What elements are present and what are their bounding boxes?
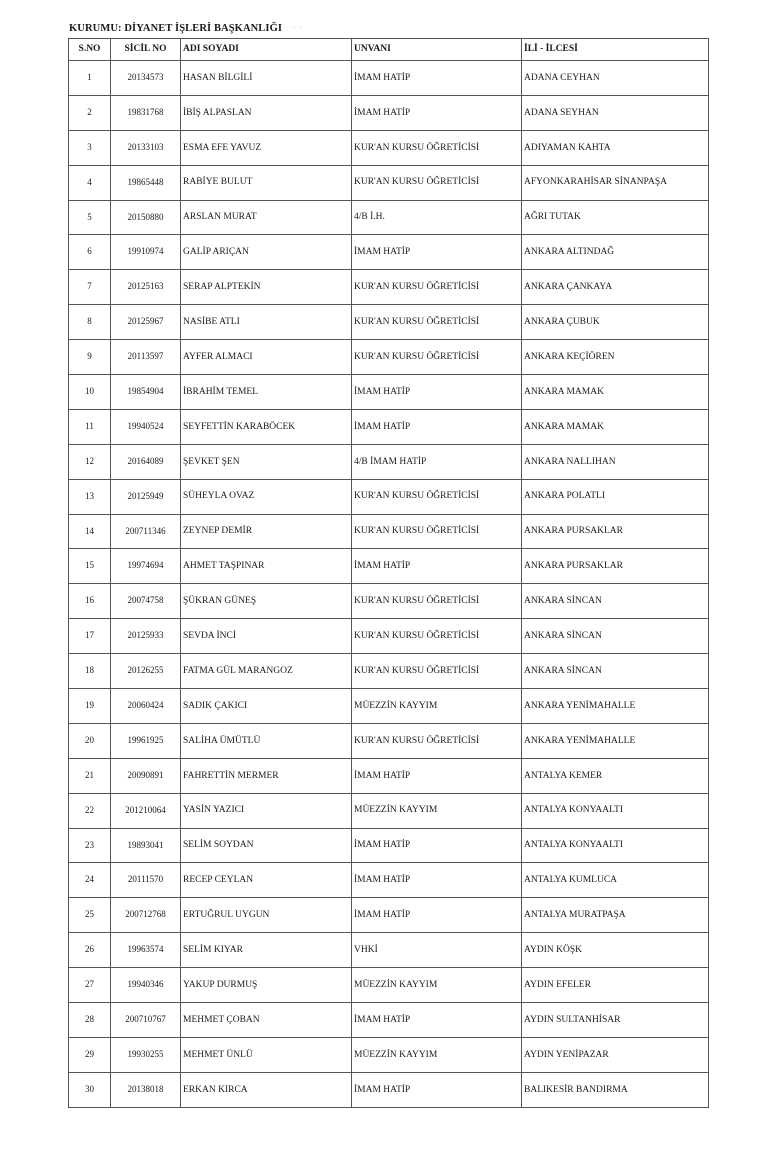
row-ili-ilcesi: ANKARA SİNCAN (522, 619, 709, 654)
row-sicil-no: 20074758 (111, 584, 181, 619)
row-sno: 16 (69, 584, 111, 619)
row-sno: 27 (69, 968, 111, 1003)
table-row (69, 654, 709, 689)
row-sicil-no: 20113597 (111, 340, 181, 375)
row-adi-soyadi: ESMA EFE YAVUZ (181, 130, 352, 165)
row-ili-ilcesi: ANKARA POLATLI (522, 479, 709, 514)
row-sicil-no: 200710767 (111, 1003, 181, 1038)
row-sno: 30 (69, 1072, 111, 1107)
column-header-sicil-no: SİCİL NO (111, 39, 181, 61)
row-sno: 14 (69, 514, 111, 549)
row-sicil-no: 19831768 (111, 95, 181, 130)
row-ili-ilcesi: ANTALYA MURATPAŞA (522, 898, 709, 933)
row-sicil-no: 20134573 (111, 61, 181, 96)
row-sicil-no: 20125933 (111, 619, 181, 654)
row-sicil-no: 20125967 (111, 305, 181, 340)
row-unvani: MÜEZZİN KAYYIM (352, 689, 522, 724)
row-adi-soyadi: AYFER ALMACI (181, 340, 352, 375)
table-row (69, 235, 709, 270)
table-row (69, 1072, 709, 1107)
table-row (69, 619, 709, 654)
row-adi-soyadi: HASAN BİLGİLİ (181, 61, 352, 96)
row-ili-ilcesi: ANKARA PURSAKLAR (522, 549, 709, 584)
row-ili-ilcesi: ANKARA ALTINDAĞ (522, 235, 709, 270)
row-sicil-no: 20126255 (111, 654, 181, 689)
table-row (69, 793, 709, 828)
row-ili-ilcesi: ANKARA KEÇİÖREN (522, 340, 709, 375)
row-unvani: MÜEZZİN KAYYIM (352, 1037, 522, 1072)
table-row (69, 200, 709, 235)
row-sno: 13 (69, 479, 111, 514)
table-header-row (69, 39, 709, 61)
row-unvani: İMAM HATİP (352, 95, 522, 130)
row-sicil-no: 19910974 (111, 235, 181, 270)
table-row (69, 444, 709, 479)
row-adi-soyadi: SELİM SOYDAN (181, 828, 352, 863)
table-row (69, 340, 709, 375)
row-sicil-no: 19974694 (111, 549, 181, 584)
row-unvani: KUR'AN KURSU ÖĞRETİCİSİ (352, 305, 522, 340)
row-sicil-no: 20133103 (111, 130, 181, 165)
row-sno: 18 (69, 654, 111, 689)
row-sno: 20 (69, 723, 111, 758)
row-sno: 23 (69, 828, 111, 863)
row-ili-ilcesi: ADIYAMAN KAHTA (522, 130, 709, 165)
row-ili-ilcesi: ANKARA YENİMAHALLE (522, 723, 709, 758)
row-sno: 6 (69, 235, 111, 270)
row-sno: 4 (69, 165, 111, 200)
row-adi-soyadi: SEVDA İNCİ (181, 619, 352, 654)
row-ili-ilcesi: ANTALYA KEMER (522, 758, 709, 793)
table-row (69, 61, 709, 96)
row-sno: 8 (69, 305, 111, 340)
row-sno: 22 (69, 793, 111, 828)
table-row (69, 270, 709, 305)
row-unvani: KUR'AN KURSU ÖĞRETİCİSİ (352, 584, 522, 619)
row-unvani: KUR'AN KURSU ÖĞRETİCİSİ (352, 619, 522, 654)
row-adi-soyadi: GALİP ARIÇAN (181, 235, 352, 270)
row-adi-soyadi: FATMA GÜL MARANGOZ (181, 654, 352, 689)
row-adi-soyadi: FAHRETTİN MERMER (181, 758, 352, 793)
row-adi-soyadi: SALİHA ÜMÜTLÜ (181, 723, 352, 758)
row-sicil-no: 20125949 (111, 479, 181, 514)
row-adi-soyadi: İBİŞ ALPASLAN (181, 95, 352, 130)
table-row (69, 898, 709, 933)
column-header-unvani: UNVANI (352, 39, 522, 61)
column-header-adi-soyadi: ADI SOYADI (181, 39, 352, 61)
row-sno: 5 (69, 200, 111, 235)
row-sno: 7 (69, 270, 111, 305)
row-sicil-no: 19893041 (111, 828, 181, 863)
row-unvani: İMAM HATİP (352, 235, 522, 270)
table-row (69, 723, 709, 758)
row-adi-soyadi: NASİBE ATLI (181, 305, 352, 340)
row-unvani: MÜEZZİN KAYYIM (352, 968, 522, 1003)
row-adi-soyadi: YAKUP DURMUŞ (181, 968, 352, 1003)
row-unvani: KUR'AN KURSU ÖĞRETİCİSİ (352, 479, 522, 514)
row-sno: 1 (69, 61, 111, 96)
row-unvani: 4/B İ.H. (352, 200, 522, 235)
row-sno: 2 (69, 95, 111, 130)
row-ili-ilcesi: ADANA SEYHAN (522, 95, 709, 130)
table-row (69, 968, 709, 1003)
row-adi-soyadi: ERKAN KIRCA (181, 1072, 352, 1107)
row-unvani: İMAM HATİP (352, 1072, 522, 1107)
document-header (69, 23, 303, 34)
row-unvani: KUR'AN KURSU ÖĞRETİCİSİ (352, 514, 522, 549)
row-unvani: VHKİ (352, 933, 522, 968)
row-unvani: KUR'AN KURSU ÖĞRETİCİSİ (352, 723, 522, 758)
row-adi-soyadi: RECEP CEYLAN (181, 863, 352, 898)
row-sicil-no: 20060424 (111, 689, 181, 724)
row-ili-ilcesi: ANKARA ÇUBUK (522, 305, 709, 340)
table-row (69, 828, 709, 863)
row-ili-ilcesi: ANTALYA KONYAALTI (522, 828, 709, 863)
table-row (69, 584, 709, 619)
row-ili-ilcesi: ANTALYA KONYAALTI (522, 793, 709, 828)
row-unvani: İMAM HATİP (352, 828, 522, 863)
row-adi-soyadi: SELİM KIYAR (181, 933, 352, 968)
row-sicil-no: 20111570 (111, 863, 181, 898)
row-ili-ilcesi: ANKARA MAMAK (522, 409, 709, 444)
table-row (69, 1037, 709, 1072)
row-adi-soyadi: ERTUĞRUL UYGUN (181, 898, 352, 933)
table-row (69, 130, 709, 165)
column-header-sno: S.NO (69, 39, 111, 61)
row-sno: 29 (69, 1037, 111, 1072)
row-sno: 21 (69, 758, 111, 793)
row-ili-ilcesi: ANKARA SİNCAN (522, 584, 709, 619)
row-ili-ilcesi: ADANA CEYHAN (522, 61, 709, 96)
table-row (69, 863, 709, 898)
row-adi-soyadi: SEYFETTİN KARABÖCEK (181, 409, 352, 444)
row-ili-ilcesi: AYDIN YENİPAZAR (522, 1037, 709, 1072)
row-ili-ilcesi: ANTALYA KUMLUCA (522, 863, 709, 898)
row-unvani: KUR'AN KURSU ÖĞRETİCİSİ (352, 654, 522, 689)
faint-mark: · · (292, 23, 303, 34)
row-ili-ilcesi: ANKARA PURSAKLAR (522, 514, 709, 549)
row-adi-soyadi: İBRAHİM TEMEL (181, 375, 352, 410)
row-sicil-no: 20090891 (111, 758, 181, 793)
row-unvani: MÜEZZİN KAYYIM (352, 793, 522, 828)
row-adi-soyadi: YASİN YAZICI (181, 793, 352, 828)
row-sno: 9 (69, 340, 111, 375)
row-ili-ilcesi: ANKARA SİNCAN (522, 654, 709, 689)
table-row (69, 758, 709, 793)
row-ili-ilcesi: BALIKESİR BANDIRMA (522, 1072, 709, 1107)
row-sno: 17 (69, 619, 111, 654)
table-row (69, 689, 709, 724)
row-ili-ilcesi: ANKARA ÇANKAYA (522, 270, 709, 305)
row-adi-soyadi: SÜHEYLA OVAZ (181, 479, 352, 514)
row-ili-ilcesi: ANKARA MAMAK (522, 375, 709, 410)
row-sicil-no: 20138018 (111, 1072, 181, 1107)
row-sicil-no: 20125163 (111, 270, 181, 305)
row-ili-ilcesi: AFYONKARAHİSAR SİNANPAŞA (522, 165, 709, 200)
row-ili-ilcesi: AYDIN SULTANHİSAR (522, 1003, 709, 1038)
table-row (69, 933, 709, 968)
row-unvani: KUR'AN KURSU ÖĞRETİCİSİ (352, 130, 522, 165)
row-adi-soyadi: MEHMET ÇOBAN (181, 1003, 352, 1038)
row-sicil-no: 19961925 (111, 723, 181, 758)
row-unvani: İMAM HATİP (352, 61, 522, 96)
row-sno: 28 (69, 1003, 111, 1038)
row-sicil-no: 19854904 (111, 375, 181, 410)
row-sno: 3 (69, 130, 111, 165)
row-ili-ilcesi: AYDIN KÖŞK (522, 933, 709, 968)
row-adi-soyadi: SERAP ALPTEKİN (181, 270, 352, 305)
row-sicil-no: 20150880 (111, 200, 181, 235)
row-adi-soyadi: ŞÜKRAN GÜNEŞ (181, 584, 352, 619)
row-sicil-no: 19930255 (111, 1037, 181, 1072)
table-row (69, 549, 709, 584)
row-unvani: İMAM HATİP (352, 758, 522, 793)
row-adi-soyadi: MEHMET ÜNLÜ (181, 1037, 352, 1072)
row-unvani: KUR'AN KURSU ÖĞRETİCİSİ (352, 270, 522, 305)
row-adi-soyadi: RABİYE BULUT (181, 165, 352, 200)
row-sicil-no: 20164089 (111, 444, 181, 479)
table-row (69, 514, 709, 549)
table-row (69, 409, 709, 444)
row-adi-soyadi: ŞEVKET ŞEN (181, 444, 352, 479)
row-adi-soyadi: AHMET TAŞPINAR (181, 549, 352, 584)
column-header-ili-ilcesi: İLİ - İLCESİ (522, 39, 709, 61)
institution-title: KURUMU: DİYANET İŞLERİ BAŞKANLIĞI (69, 23, 283, 34)
table-row (69, 165, 709, 200)
table-row (69, 95, 709, 130)
row-adi-soyadi: ARSLAN MURAT (181, 200, 352, 235)
row-sicil-no: 19940346 (111, 968, 181, 1003)
row-sno: 11 (69, 409, 111, 444)
table-row (69, 375, 709, 410)
row-ili-ilcesi: ANKARA NALLIHAN (522, 444, 709, 479)
row-ili-ilcesi: AYDIN EFELER (522, 968, 709, 1003)
row-sno: 19 (69, 689, 111, 724)
row-ili-ilcesi: AĞRI TUTAK (522, 200, 709, 235)
row-ili-ilcesi: ANKARA YENİMAHALLE (522, 689, 709, 724)
table-row (69, 305, 709, 340)
row-sno: 25 (69, 898, 111, 933)
row-sicil-no: 19940524 (111, 409, 181, 444)
row-unvani: İMAM HATİP (352, 375, 522, 410)
row-sno: 12 (69, 444, 111, 479)
row-unvani: İMAM HATİP (352, 863, 522, 898)
row-sicil-no: 200711346 (111, 514, 181, 549)
row-sicil-no: 201210064 (111, 793, 181, 828)
table-row (69, 479, 709, 514)
row-unvani: 4/B İMAM HATİP (352, 444, 522, 479)
row-unvani: İMAM HATİP (352, 549, 522, 584)
row-unvani: KUR'AN KURSU ÖĞRETİCİSİ (352, 340, 522, 375)
row-sno: 26 (69, 933, 111, 968)
row-adi-soyadi: ZEYNEP DEMİR (181, 514, 352, 549)
personnel-table (68, 38, 709, 1108)
row-adi-soyadi: SADIK ÇAKICI (181, 689, 352, 724)
row-sicil-no: 200712768 (111, 898, 181, 933)
row-sno: 15 (69, 549, 111, 584)
row-unvani: İMAM HATİP (352, 898, 522, 933)
row-unvani: İMAM HATİP (352, 1003, 522, 1038)
row-sicil-no: 19963574 (111, 933, 181, 968)
row-sicil-no: 19865448 (111, 165, 181, 200)
table-body (69, 61, 709, 1108)
row-unvani: İMAM HATİP (352, 409, 522, 444)
row-sno: 10 (69, 375, 111, 410)
row-sno: 24 (69, 863, 111, 898)
table-row (69, 1003, 709, 1038)
row-unvani: KUR'AN KURSU ÖĞRETİCİSİ (352, 165, 522, 200)
